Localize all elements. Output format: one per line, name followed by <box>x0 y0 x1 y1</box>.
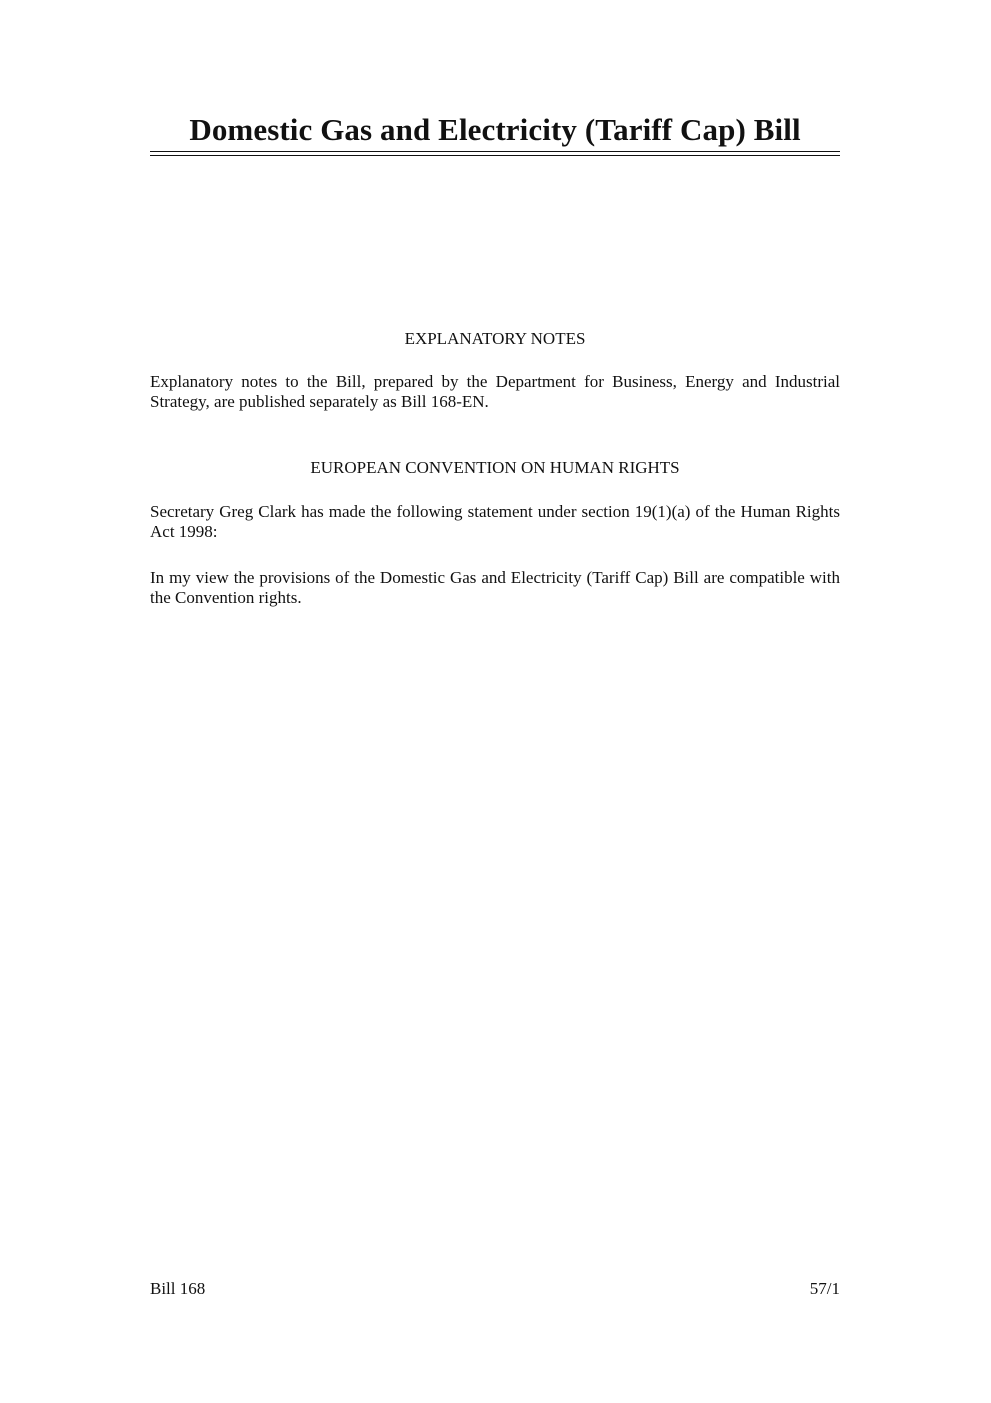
title-rule-top <box>150 151 840 152</box>
title-rule-bottom <box>150 155 840 156</box>
bill-title: Domestic Gas and Electricity (Tariff Cap) Bill <box>189 112 801 147</box>
explanatory-notes-heading: EXPLANATORY NOTES <box>404 329 586 348</box>
footer-bill-number: Bill 168 <box>150 1279 206 1298</box>
echr-statement-intro: Secretary Greg Clark has made the following statement under section 19(1)(a) of the Human Rights Act 1998: <box>150 502 840 541</box>
footer-print-reference: 57/1 <box>809 1279 840 1298</box>
echr-heading: EUROPEAN CONVENTION ON HUMAN RIGHTS <box>310 458 680 477</box>
explanatory-notes-paragraph: Explanatory notes to the Bill, prepared by the Department for Business, Energy and Industrial Strategy, are published separately as Bill 168-EN. <box>150 372 840 411</box>
echr-statement-text: In my view the provisions of the Domestic Gas and Electricity (Tariff Cap) Bill are compatible with the Convention rights. <box>150 568 840 607</box>
